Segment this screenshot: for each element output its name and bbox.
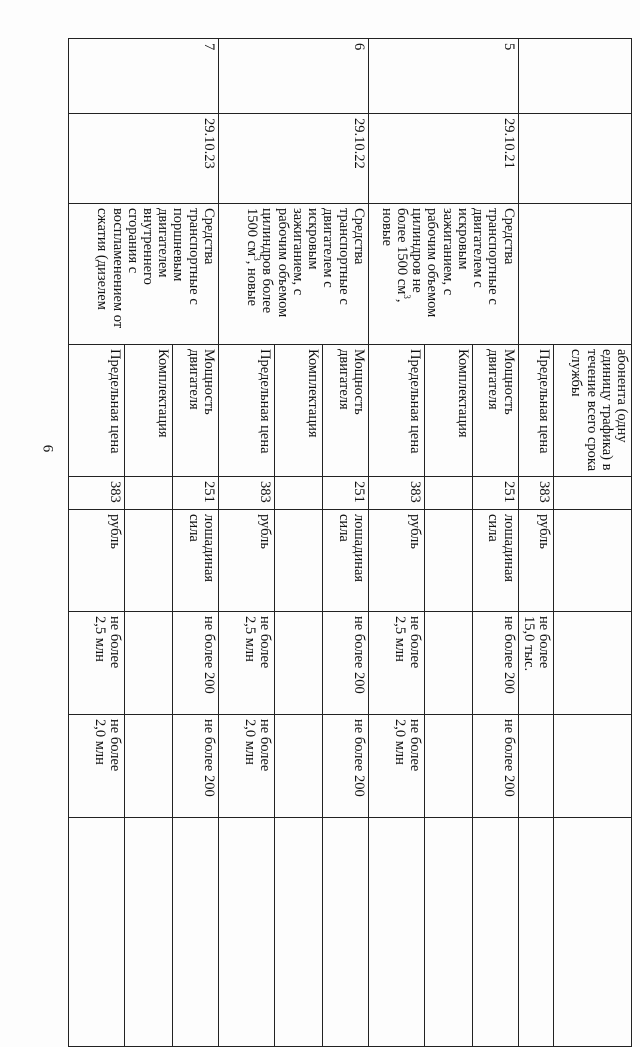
okei-code-cell-text: 383 [257,481,274,503]
okei-code-cell-text: 251 [200,481,217,503]
value-cell-text: не более 200 [500,616,517,694]
characteristic-cell-text: Предельная цена [535,349,552,454]
unit-cell [218,510,274,612]
characteristic-cell [368,345,424,477]
value-cell [218,715,274,818]
table-row [322,39,368,1047]
value-cell [69,612,125,715]
value-cell-text: не более 2,0 млн [92,719,124,772]
requirements-table [68,38,632,1047]
value-cell [125,715,173,818]
row-number-cell-text: 5 [500,43,517,51]
okei-code-cell [218,477,274,510]
value-cell [322,715,368,818]
item-name-main: Средства транспортные с поршневым двигателем внутреннего сгорания с воспламенением от сжатия (дизелем [94,208,217,329]
value-cell [218,612,274,715]
value-cell [173,715,219,818]
value-cell [69,715,125,818]
okpd-code-cell-text: 29.10.22 [350,118,367,169]
value-cell-text: не более 200 [500,719,517,797]
value-cell [472,612,518,715]
characteristic-cell-text: Мощность двигателя [335,349,367,415]
unit-cell [173,510,219,612]
okpd-code-cell [518,114,631,204]
value-cell [322,818,368,1047]
okei-code-cell [275,477,323,510]
characteristic-cell [69,345,125,477]
value-cell-text: не более 2,5 млн [241,616,274,669]
row-number-cell [368,39,518,114]
value-cell [218,818,274,1047]
row-number-cell [218,39,368,114]
characteristic-cell [472,345,518,477]
value-cell [322,612,368,715]
unit-cell [69,510,125,612]
unit-cell-text: лошадиная сила [485,514,517,583]
value-cell [173,612,219,715]
value-cell-text: не более 2,5 млн [391,616,423,669]
okpd-code-cell [218,114,368,204]
okei-code-cell [518,477,553,510]
item-name-tail: , новые [378,208,411,303]
value-cell [368,715,424,818]
okei-code-cell [424,477,472,510]
item-name-cell [518,204,631,345]
value-cell [125,612,173,715]
value-cell-text: не более 200 [350,719,367,797]
okei-code-cell-text: 383 [406,481,423,503]
characteristic-cell-text: Комплектация [304,349,321,438]
okei-code-cell-text: 251 [500,481,517,503]
item-name-text [244,208,366,340]
item-name-cell [218,204,368,345]
row-number-cell-text: 6 [350,43,367,51]
value-cell [275,715,323,818]
value-cell [125,818,173,1047]
okei-code-cell [125,477,173,510]
row-number-cell-text: 7 [200,43,217,51]
row-number-cell [518,39,631,114]
unit-cell [518,510,553,612]
unit-cell-text: рубль [257,514,274,549]
item-name-text [94,208,216,340]
characteristic-cell-text: Комплектация [155,349,172,438]
characteristic-cell-text: Мощность двигателя [185,349,217,415]
value-cell [173,818,219,1047]
rotated-table-wrapper [68,38,632,846]
value-cell [472,818,518,1047]
value-cell-text: не более 200 [200,616,217,694]
characteristic-cell [518,345,553,477]
characteristic-cell [275,345,323,477]
okei-code-cell [322,477,368,510]
value-cell [553,818,631,1047]
unit-cell [368,510,424,612]
value-cell [553,612,631,715]
table-row [472,39,518,1047]
value-cell [518,818,553,1047]
unit-cell [322,510,368,612]
okei-code-cell-text: 383 [535,481,552,503]
unit-cell [424,510,472,612]
unit-cell [472,510,518,612]
value-cell [424,818,472,1047]
item-name-text [379,208,516,340]
page-number: 6 [39,444,56,453]
unit-cell-text: рубль [535,514,552,549]
unit-cell [125,510,173,612]
value-cell [518,612,553,715]
characteristic-cell [125,345,173,477]
unit-cell-text: лошадиная сила [185,514,217,583]
okei-code-cell [69,477,125,510]
item-name-superscript: 3 [401,294,412,299]
value-cell [275,612,323,715]
value-cell [275,818,323,1047]
okpd-code-cell-text: 29.10.23 [200,118,217,169]
item-name-tail: , новые [244,260,261,307]
item-name-superscript: 3 [252,256,263,261]
okei-code-cell-text: 251 [350,481,367,503]
value-cell-text: не более 2,0 млн [241,719,274,772]
characteristic-cell [218,345,274,477]
value-cell [69,818,125,1047]
characteristic-cell-text: абонента (одну единицу трафика) в течение всего срока службы [568,349,630,472]
item-name-cell [368,204,518,345]
okei-code-cell [173,477,219,510]
okei-code-cell [368,477,424,510]
okpd-code-cell [368,114,518,204]
okei-code-cell-text: 383 [107,481,124,503]
characteristic-cell [173,345,219,477]
unit-cell [553,510,631,612]
characteristic-cell [553,345,631,477]
table-row [173,39,219,1047]
value-cell [368,612,424,715]
unit-cell-text: рубль [406,514,423,549]
okpd-code-cell-text: 29.10.21 [500,118,517,169]
characteristic-cell-text: Предельная цена [107,349,124,454]
characteristic-cell-text: Предельная цена [406,349,423,454]
characteristic-cell [424,345,472,477]
value-cell-text: не более 2,5 млн [92,616,124,669]
characteristic-cell-text: Предельная цена [257,349,274,454]
value-cell [553,715,631,818]
unit-cell-text: рубль [107,514,124,549]
unit-cell-text: лошадиная сила [335,514,367,583]
value-cell [424,612,472,715]
row-number-cell [69,39,219,114]
unit-cell [275,510,323,612]
characteristic-cell [322,345,368,477]
item-name-main: Средства транспортные с двигателем с искровым зажиганием, с рабочим объемом цилиндров не более 1500 см [394,208,517,318]
value-cell-text: не более 200 [200,719,217,797]
okei-code-cell [553,477,631,510]
value-cell-text: не более 200 [350,616,367,694]
value-cell [518,715,553,818]
characteristic-cell-text: Комплектация [454,349,471,438]
value-cell-text: не более 2,0 млн [391,719,423,772]
okei-code-cell [472,477,518,510]
table-row [553,39,631,1047]
okpd-code-cell [69,114,219,204]
value-cell [368,818,424,1047]
value-cell-text: не более 15,0 тыс. [520,616,552,672]
characteristic-cell-text: Мощность двигателя [485,349,517,415]
value-cell [424,715,472,818]
item-name-main: Средства транспортные с двигателем с искровым зажиганием, с рабочим объемом цилиндров более 1500 см [244,208,367,318]
value-cell [472,715,518,818]
item-name-cell [69,204,219,345]
